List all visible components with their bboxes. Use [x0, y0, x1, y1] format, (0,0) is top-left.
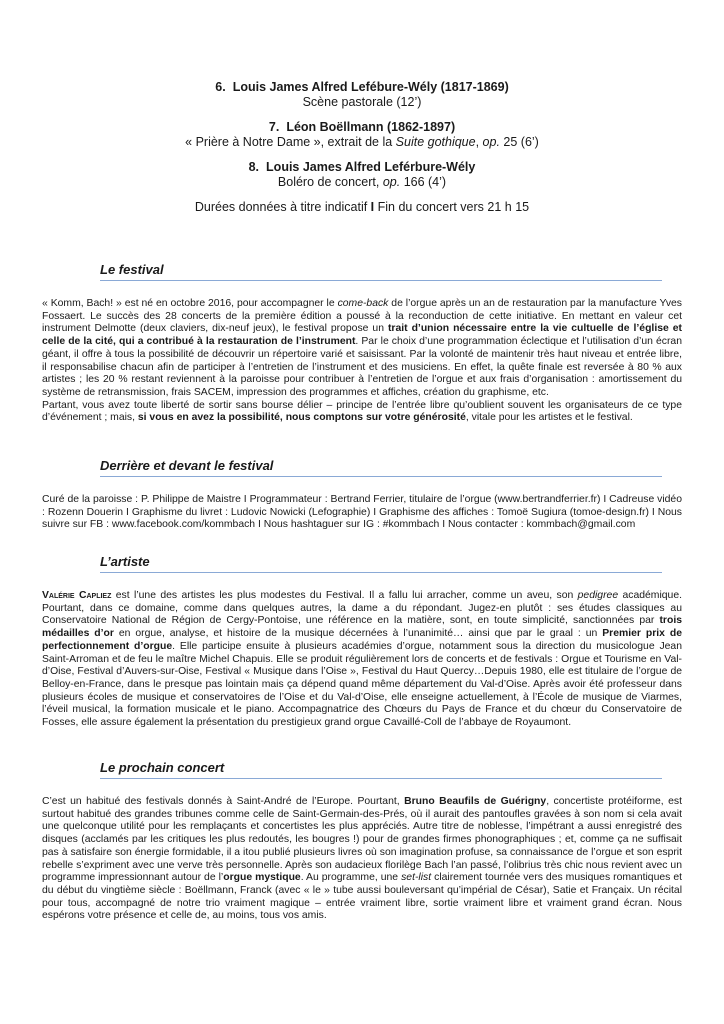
- section-artist: [42, 554, 682, 730]
- section-body: « Komm, Bach! » est né en octobre 2016, pour accompagner le come-back de l’orgue après un an de restauration par la manufacture Yves Fossaert. Le succès des 28 concerts de la première édition a poussé à la reconduction de cette initiative. En mettant en valeur cet instrument Delmotte (deux claviers, dix-neuf jeux), le festival propose un trait d’union nécessaire entre la vie cultuelle de l’église et celle de la cité, qui a contribué à la restauration de l’instrument. Par le choix d’une programmation éclectique et l’utilisation d’un écran géant, il offre à tous la possibilité de découvrir un répertoire varié et saisissant. Par la volonté de maintenir très haut niveau et entrée libre, il responsabilise chacun afin de participer à l’entretien de l’instrument et des musiciens. En effet, la quête finale est reversée à 80 % aux artistes ; les 20 % restant reviennent à la paroisse pour contribuer à l’entretien de l’orgue et aux frais d’organisation : amortissement du système de retransmission, frais SACEM, impression des programmes et affiches, création du graphisme, etc. Partant, vous avez toute liberté de sortir sans bourse délier – principe de l’entrée libre qu’oublient souvent les organisateurs de ce type d’événement ; mais, si vous en avez la possibilité, nous comptons sur votre générosité, vitale pour les artistes et le festival.: [42, 298, 682, 424]
- work-title: Scène pastorale (12’): [302, 95, 422, 109]
- section-body: C’est un habitué des festivals donnés à Saint-André de l’Europe. Pourtant, Bruno Beaufils de Guérigny, concertiste protéiforme, est surtout habitué des grandes tribunes comme celle de Saint-Germain-des-Prés, où il aurait des pantoufles gravées à son nom si cela avait une quelconque utilité pour les remplaçants et concertistes les plus appréciés. Autre titre de noblesse, l’impétrant a aussi enregistré des disques (acclamés par les critiques les plus redoutés, les bougres !) pour de grandes firmes phonographiques ; et, comme ça ne suffisait pas à satisfaire son énergie formidable, il a itou publié plusieurs livres où son imagination profuse, sa connaissance de l’orgue et son esprit rebelle s’expriment avec une verve très personnelle. Après son audacieux florilège Bach l’an passé, l’olibrius très chic nous revient avec un programme impressionnant autour de l’orgue mystique. Au programme, une set-list clairement tournée vers des musiques romantiques et du début du vingtième siècle : Boëllmann, Franck (avec « le » tube aussi bouleversant qu’impérial de César), Satie et Françaix. Un récital pour tous, accompagné de notre trio vraiment magique – entrée vraiment libre, sortie vraiment libre et vraiment grand écran. Nous espérons votre présence et celle de, au moins, tous vos amis.: [42, 796, 682, 922]
- work-title: « Prière à Notre Dame », extrait de la Suite gothique, op. 25 (6’): [185, 135, 539, 149]
- item-number: 7.: [268, 120, 280, 134]
- section-divider: [100, 572, 662, 573]
- program-item-7: [0, 120, 724, 150]
- work-title: Boléro de concert, op. 166 (4’): [277, 175, 447, 189]
- program-item-8: [0, 160, 724, 190]
- section-title: Le festival: [100, 262, 164, 277]
- duration-note: Durées données à titre indicatif I Fin du concert vers 21 h 15: [194, 200, 530, 214]
- section-body: Valérie Capliez est l’une des artistes les plus modestes du Festival. Il a fallu lui arracher, comme un aveu, son pedigree académique. Pourtant, dans ce domaine, comme dans quelques autres, la dame a du répondant. Jugez-en plutôt : ses études classiques au Conservatoire National de Région de Cergy-Pontoise, une référence en la matière, sont, en toute simplicité, sanctionnées par trois médailles d’or en orgue, analyse, et histoire de la musique décernées à l’unanimité… ainsi que par le graal : un Premier prix de perfectionnement d’orgue. Elle participe ensuite à plusieurs académies d’orgue, notamment sous la direction du musicologue Jean Saint-Arroman et de feu le maître Michel Chapuis. Elle se produit régulièrement lors de concerts et de festivals : Orgue et Tourisme en Val-d’Oise, Festival d’Auvers-sur-Oise, Festival « Musique dans l’Oise », Festival du Haut Quercy…Depuis 1980, elle est titulaire de l’orgue de Belloy-en-France, dans le presque pas lointain mais ça dépend quand même département du Val-d’Oise. Après avoir été professeur dans plusieurs écoles de musique et conservatoires de l’Oise et du Val-d’Oise, elle enseigne actuellement, à l’École de musique de Viarmes, l’éveil musical, la formation musicale et le piano. Accompagnatrice des Chœurs du Pays de France et du chœur du Conservatoire de Fosses, elle assure également la présentation du prestigieux grand orgue Cavaillé-Coll de l’abbaye de Royaumont.: [42, 590, 683, 729]
- artist-name: Valérie Capliez: [42, 590, 112, 601]
- section-divider: [100, 476, 662, 477]
- section-divider: [100, 778, 662, 779]
- item-number: 8.: [248, 160, 260, 174]
- section-next-concert: [42, 760, 682, 923]
- concert-program: [0, 80, 724, 215]
- program-item-6: [0, 80, 724, 110]
- section-divider: [100, 280, 662, 281]
- section-title: Derrière et devant le festival: [100, 458, 274, 473]
- composer-name: Léon Boëllmann (1862-1897): [286, 120, 456, 134]
- composer-name: Louis James Alfred Lefébure-Wély (1817-1869): [232, 80, 509, 94]
- section-title: L’artiste: [100, 554, 150, 569]
- section-credits: [42, 458, 682, 532]
- section-body: Curé de la paroisse : P. Philippe de Maistre I Programmateur : Bertrand Ferrier, titulaire de l’orgue (www.bertrandferrier.fr) I Cadreuse vidéo : Rozenn Douerin I Graphisme du livret : Ludovic Nowicki (Lefographie) I Graphisme des affiches : Tomoë Sugiura (tomoe-design.fr) I Nous suivre sur FB : www.facebook.com/kommbach I Nous hashtaguer sur IG : #kommbach I Nous contacter : kommbach@gmail.com: [42, 494, 682, 531]
- composer-name: Louis James Alfred Leférbure-Wély: [266, 160, 476, 174]
- section-title: Le prochain concert: [100, 760, 225, 775]
- section-festival: [42, 262, 682, 425]
- item-number: 6.: [215, 80, 226, 94]
